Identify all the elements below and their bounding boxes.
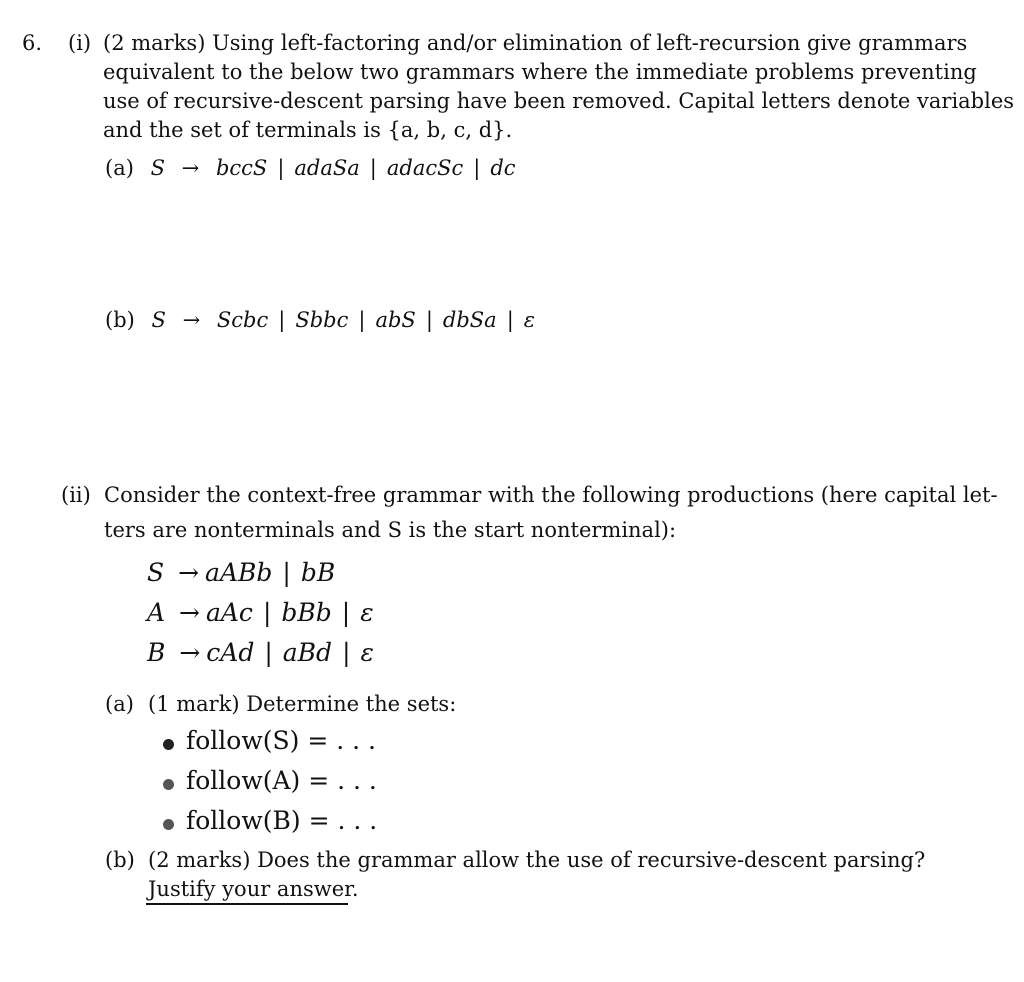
production-lhs: B bbox=[147, 638, 166, 667]
part-ii-a-label: (a) bbox=[105, 692, 134, 716]
grammar-a-alt: adaSa bbox=[294, 156, 360, 180]
grammar-b-alt: abS bbox=[375, 308, 416, 332]
question-number: 6. bbox=[22, 31, 43, 55]
bullet-icon bbox=[163, 739, 174, 750]
part-i-line-2: equivalent to the below two grammars where the immediate problems preventing bbox=[103, 60, 977, 84]
grammar-b-label: (b) bbox=[105, 308, 135, 332]
grammar-b-alt: dbSa bbox=[442, 308, 497, 332]
production-lhs: A bbox=[147, 598, 166, 627]
part-ii-a-text: (1 mark) Determine the sets: bbox=[148, 692, 457, 716]
part-ii-b-line-1: (2 marks) Does the grammar allow the use of recursive-descent parsing? bbox=[148, 848, 926, 872]
part-i-line-4: and the set of terminals is {a, b, c, d}. bbox=[103, 118, 513, 142]
part-i-line-1: (2 marks) Using left-factoring and/or elimination of left-recursion give grammars bbox=[103, 31, 968, 55]
production-alt: cAd bbox=[206, 638, 255, 667]
grammar-b-arrow: → bbox=[182, 308, 201, 332]
part-ii-label: (ii) bbox=[61, 483, 91, 507]
production-s: S → aABb | bB bbox=[147, 558, 336, 587]
production-alt: aBd bbox=[282, 638, 333, 667]
grammar-b-row: (b) S → Scbc | Sbbc | abS | dbSa | ε bbox=[105, 308, 536, 332]
production-alt: aABb bbox=[205, 558, 273, 587]
grammar-a-alt: adacSc bbox=[386, 156, 464, 180]
production-b: B → cAd | aBd | ε bbox=[147, 638, 374, 667]
production-alt: bB bbox=[300, 558, 336, 587]
grammar-a-lhs: S bbox=[150, 156, 165, 180]
production-arrow: → bbox=[178, 558, 200, 587]
bullet-icon bbox=[163, 819, 174, 830]
part-i-line-3: use of recursive-descent parsing have been removed. Capital letters denote variables bbox=[103, 89, 1015, 113]
grammar-a-alt: dc bbox=[490, 156, 516, 180]
production-arrow: → bbox=[179, 638, 201, 667]
part-i-label: (i) bbox=[68, 31, 92, 55]
bullet-icon bbox=[163, 779, 174, 790]
production-lhs: S bbox=[147, 558, 165, 587]
production-alt: ε bbox=[360, 638, 374, 667]
grammar-b-lhs: S bbox=[151, 308, 166, 332]
grammar-a-label: (a) bbox=[105, 156, 134, 180]
follow-b-item: follow(B) = . . . bbox=[186, 806, 378, 835]
production-alt: ε bbox=[360, 598, 374, 627]
grammar-a-row: (a) S → bccS | adaSa | adacSc | dc bbox=[105, 156, 516, 180]
part-ii-b-line-2: Justify your answer. bbox=[148, 877, 359, 901]
part-ii-b-label: (b) bbox=[105, 848, 135, 872]
production-alt: bBb bbox=[281, 598, 332, 627]
follow-s-item: follow(S) = . . . bbox=[186, 726, 376, 755]
grammar-b-alt: Sbbc bbox=[295, 308, 349, 332]
underline-rule bbox=[146, 903, 348, 905]
grammar-a-arrow: → bbox=[181, 156, 200, 180]
follow-a-item: follow(A) = . . . bbox=[186, 766, 377, 795]
production-arrow: → bbox=[179, 598, 200, 627]
grammar-a-alt: bccS bbox=[215, 156, 268, 180]
part-ii-line-1: Consider the context-free grammar with the following productions (here capital let- bbox=[104, 483, 998, 507]
part-ii-line-2: ters are nonterminals and S is the start nonterminal): bbox=[104, 518, 677, 542]
production-alt: aAc bbox=[205, 598, 253, 627]
grammar-b-alt: ε bbox=[523, 308, 536, 332]
grammar-b-alt: Scbc bbox=[216, 308, 269, 332]
production-a: A → aAc | bBb | ε bbox=[147, 598, 374, 627]
